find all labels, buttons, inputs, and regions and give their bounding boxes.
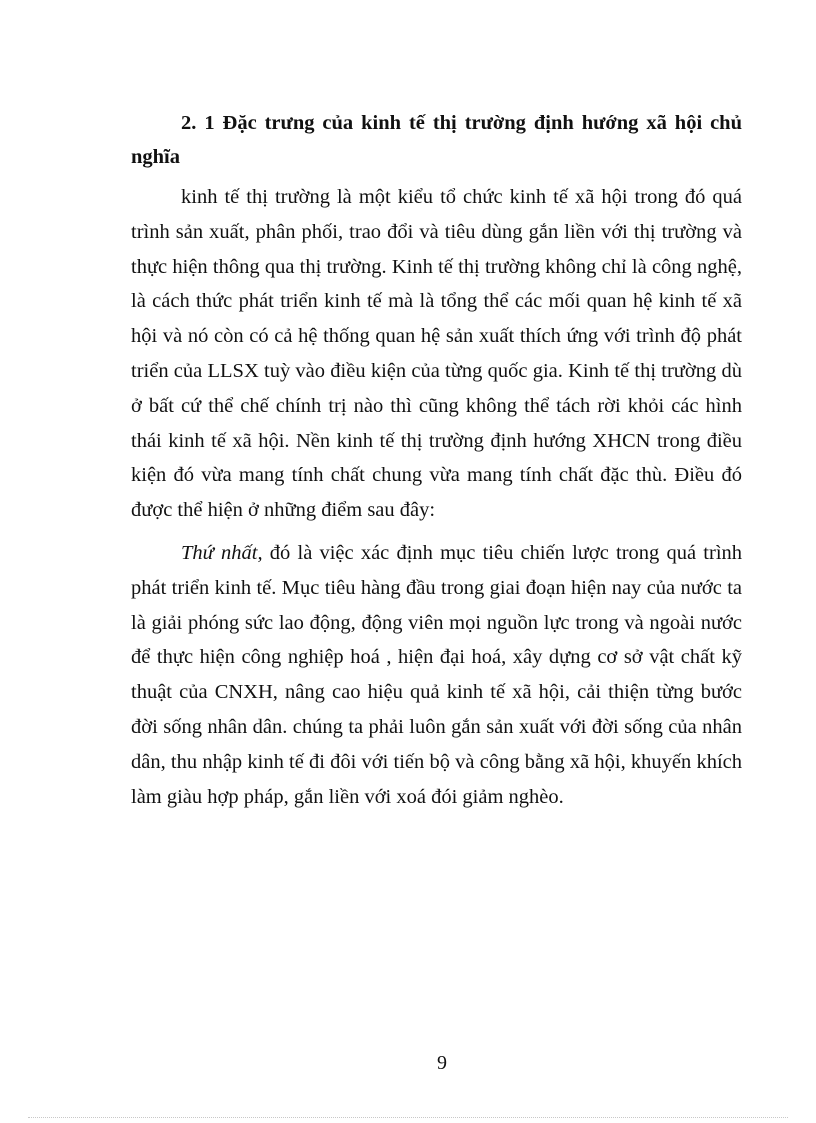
document-body (131, 106, 742, 822)
paragraph-1: kinh tế thị trường là một kiểu tổ chức kinh tế xã hội trong đó quá trình sản xuất, phân phối, trao đổi và tiêu dùng gắn liền với thị trường và thực hiện thông qua thị trường. Kinh tế thị trường không chỉ là công nghệ, là cách thức phát triển kinh tế mà là tổng thể các mối quan hệ kinh tế xã hội và nó còn có cả hệ thống quan hệ sản xuất thích ứng với trình độ phát triển của LLSX tuỳ vào điều kiện của từng quốc gia. Kinh tế thị trường dù ở bất cứ thể chế chính trị nào thì cũng không thể tách rời khỏi các hình thái kinh tế xã hội. Nền kinh tế thị trường định hướng XHCN trong điều kiện đó vừa mang tính chất chung vừa mang tính chất đặc thù. Điều đó được thể hiện ở những điểm sau đây: (131, 186, 742, 522)
paragraph-2-body: đó là việc xác định mục tiêu chiến lược trong quá trình phát triển kinh tế. Mục tiêu hàng đầu trong giai đoạn hiện nay của nước ta là giải phóng sức lao động, động viên mọi nguồn lực trong và ngoài nước để thực hiện công nghiệp hoá , hiện đại hoá, xây dựng cơ sở vật chất kỹ thuật của CNXH, nâng cao hiệu quả kinh tế xã hội, cải thiện từng bước đời sống nhân dân. chúng ta phải luôn gắn sản xuất với đời sống của nhân dân, thu nhập kinh tế đi đôi với tiến bộ và công bằng xã hội, khuyến khích làm giàu hợp pháp, gắn liền với xoá đói giảm nghèo. (131, 541, 743, 808)
bottom-divider (28, 1117, 788, 1118)
paragraph-2-lead: Thứ nhất, (181, 541, 263, 564)
paragraph-2 (131, 536, 742, 814)
section-heading: 2. 1 Đặc trưng của kinh tế thị trường định hướng xã hội chủ nghĩa (131, 112, 742, 168)
page-number: 9 (437, 1052, 447, 1074)
